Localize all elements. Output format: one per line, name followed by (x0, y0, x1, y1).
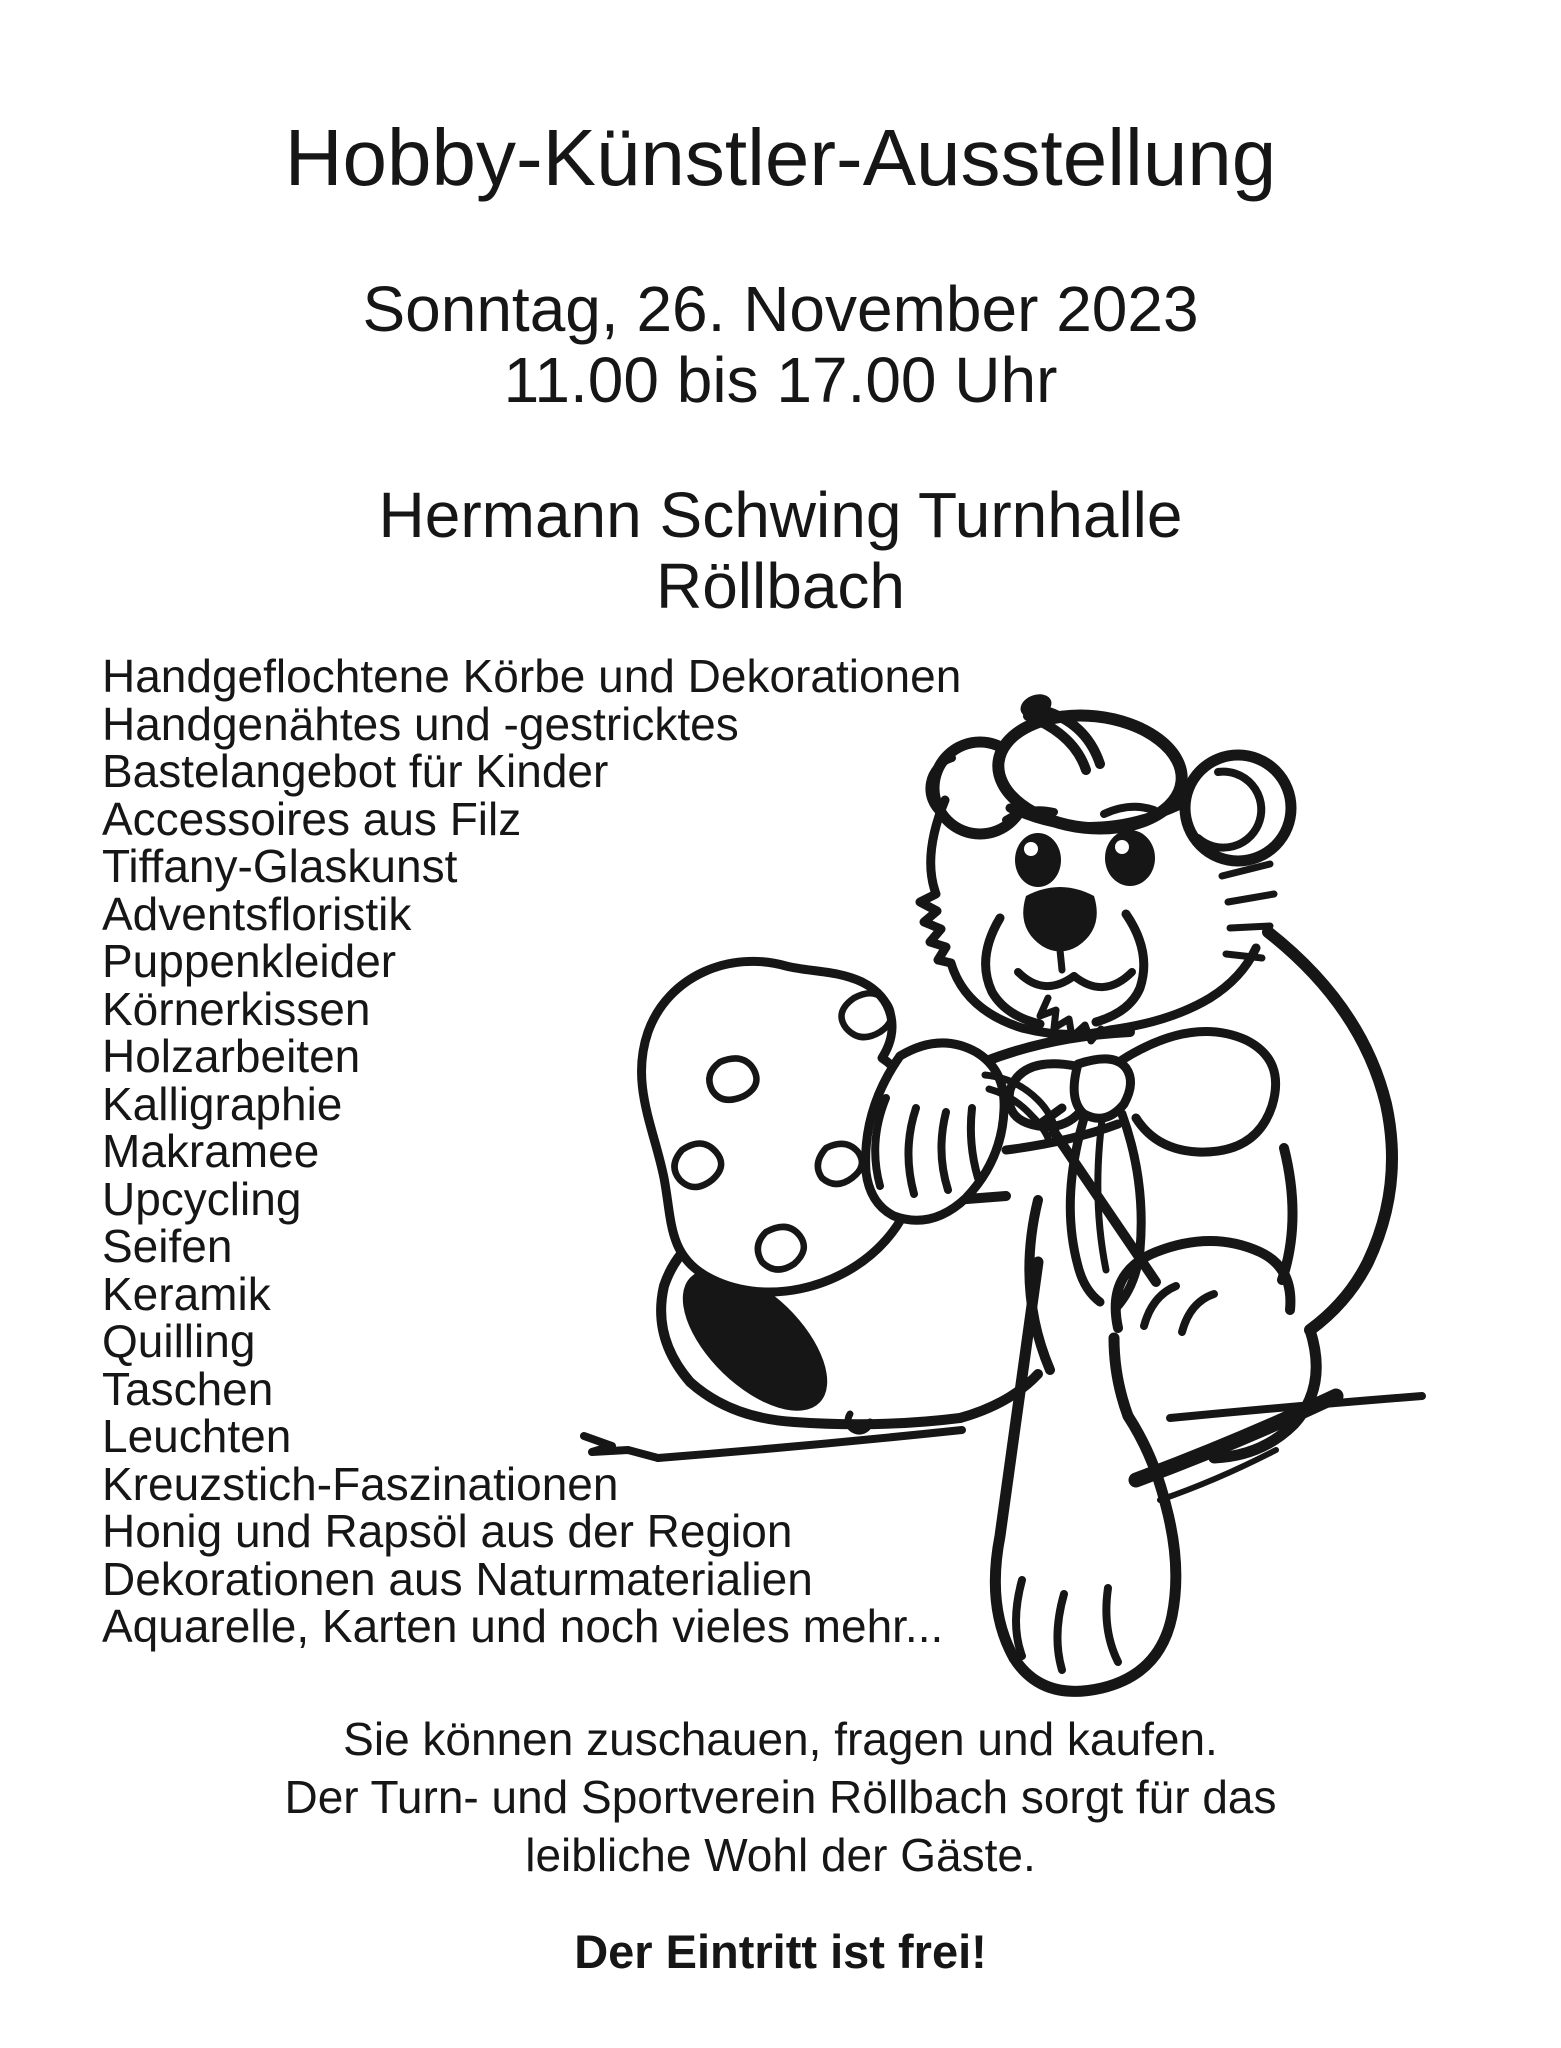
offer-list-item: Makramee (102, 1125, 320, 1177)
offer-list-item: Taschen (102, 1362, 274, 1415)
page-title: Hobby-Künstler-Ausstellung (284, 113, 1277, 202)
offer-list-item: Adventsfloristik (102, 887, 412, 940)
offer-list-item: Kalligraphie (102, 1077, 343, 1130)
offer-list-item: Seifen (102, 1220, 233, 1272)
teddy-bear-painter-illustration (570, 680, 1440, 1720)
offer-list-item: Aquarelle, Karten und noch vieles mehr... (102, 1600, 944, 1652)
offer-list-item: Dekorationen aus Naturmaterialien (102, 1552, 813, 1605)
offer-list-item: Holzarbeiten (102, 1030, 361, 1082)
event-date: Sonntag, 26. November 2023 (362, 273, 1199, 345)
offer-list-item: Körnerkissen (102, 982, 371, 1035)
closing-line: Sie können zuschauen, fragen und kaufen. (343, 1713, 1218, 1765)
event-time: 11.00 bis 17.00 Uhr (503, 344, 1058, 416)
venue-town: Röllbach (655, 550, 906, 622)
offer-list-item: Tiffany-Glaskunst (102, 840, 458, 892)
offer-list-item: Honig und Rapsöl aus der Region (102, 1505, 793, 1557)
closing-line: Der Turn- und Sportverein Röllbach sorgt für das (284, 1771, 1277, 1823)
offer-list-item: Accessoires aus Filz (102, 792, 522, 845)
entry-note: Der Eintritt ist frei! (574, 1925, 987, 1978)
offer-list-item: Leuchten (102, 1410, 292, 1462)
offer-list-item: Upcycling (102, 1172, 302, 1225)
offer-list-item: Handgenähtes und -gestricktes (102, 697, 739, 750)
closing-line: leibliche Wohl der Gäste. (525, 1829, 1036, 1881)
offer-list-item: Kreuzstich-Faszinationen (102, 1457, 619, 1510)
offer-list-item: Quilling (102, 1315, 256, 1367)
offer-list-item: Puppenkleider (102, 935, 397, 987)
offer-list-item: Handgeflochtene Körbe und Dekorationen (102, 650, 962, 702)
venue-name: Hermann Schwing Turnhalle (378, 479, 1183, 551)
offer-list-item: Keramik (102, 1267, 271, 1320)
offer-list-item: Bastelangebot für Kinder (102, 745, 609, 797)
